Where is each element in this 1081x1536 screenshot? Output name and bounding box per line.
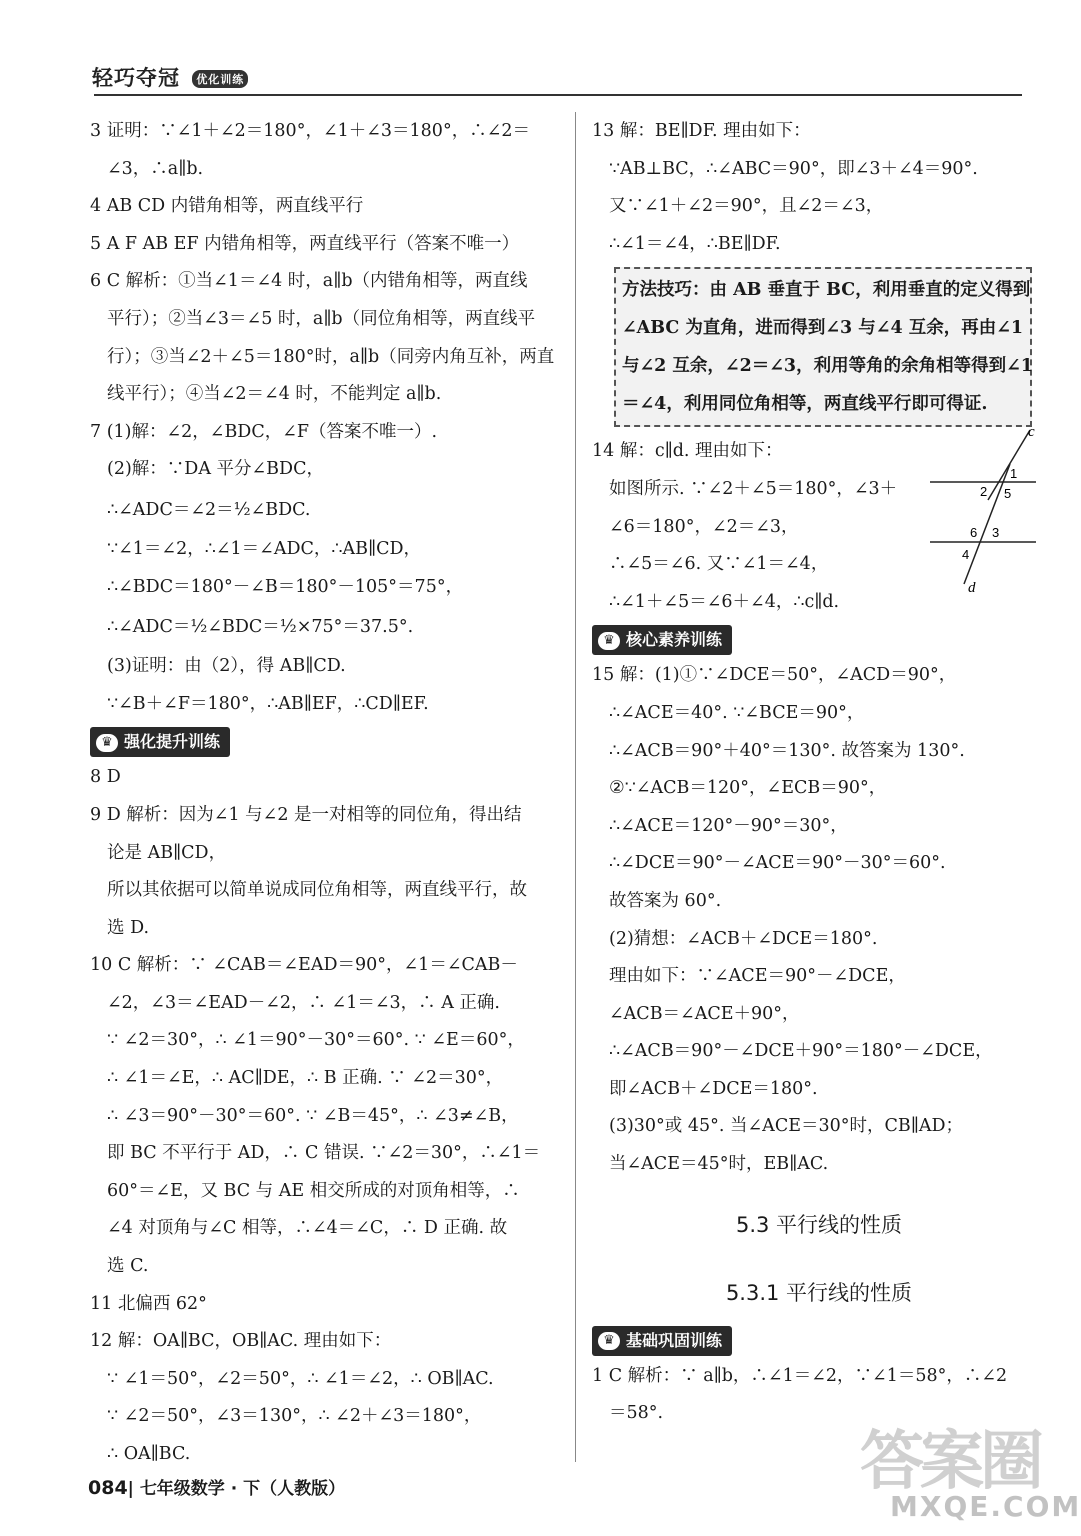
answer-line: ∠2，∠3＝∠EAD－∠2，∴ ∠1＝∠3，∴ A 正确.	[107, 992, 500, 1013]
right-column	[592, 113, 1032, 1433]
answer-line: 线平行）；④当∠2＝∠4 时，不能判定 a∥b.	[107, 384, 442, 405]
answer-line: 行）；③当∠2＋∠5＝180°时，a∥b（同旁内角互补，两直	[107, 346, 555, 367]
section-basic-header	[592, 1326, 732, 1356]
tip-line: 与∠2 互余，∠2＝∠3，利用等角的余角相等得到∠1	[622, 356, 1033, 377]
tip-line: 方法技巧：由 AB 垂直于 BC，利用垂直的定义得到	[622, 280, 1031, 301]
tip-line: ＝∠4，利用同位角相等，两直线平行即可得证.	[622, 394, 988, 415]
answer-line: ∴∠1＋∠5＝∠6＋∠4，∴c∥d.	[609, 591, 840, 612]
answer-line: 选 C.	[107, 1256, 149, 1277]
angle-label-3: 3	[992, 525, 1000, 540]
answer-line: ∴∠ACB＝90°＋40°＝130°. 故答案为 130°.	[609, 740, 965, 761]
answer-line: 10 C 解析：∵ ∠CAB＝∠EAD＝90°，∠1＝∠CAB－	[90, 955, 518, 976]
answer-line: 8 D	[90, 767, 121, 788]
page-number: 084	[88, 1477, 128, 1499]
answer-line: 1 C 解析：∵ a∥b，∴∠1＝∠2，∵∠1＝58°，∴∠2	[592, 1365, 1008, 1386]
section-title: 强化提升训练	[124, 732, 221, 752]
answer-line: ∴∠DCE＝90°－∠ACE＝90°－30°＝60°.	[609, 853, 946, 874]
answer-line: ∴∠5＝∠6. 又∵∠1＝∠4，	[609, 554, 829, 575]
answer-line: 平行）；②当∠3＝∠5 时，a∥b（同位角相等，两直线平	[107, 308, 536, 329]
parallel-lines-diagram	[928, 424, 1038, 594]
answer-line: ∴∠ACE＝40°. ∵∠BCE＝90°，	[609, 702, 865, 723]
method-tip-box	[614, 267, 1032, 427]
answer-line: 7 (1)解：∠2，∠BDC，∠F（答案不唯一）.	[90, 421, 438, 442]
section-title-5-3-1: 5.3.1 平行线的性质	[725, 1280, 913, 1305]
answer-line: ∠6＝180°，∠2＝∠3，	[609, 516, 799, 537]
angle-label-1: 1	[1010, 466, 1018, 481]
answer-line: (3)证明：由（2），得 AB∥CD.	[107, 656, 346, 677]
angle-label-2: 2	[980, 484, 988, 499]
label-d: d	[968, 580, 976, 596]
left-column	[90, 113, 560, 1474]
answer-line: ∴∠ACE＝120°－90°＝30°，	[609, 815, 848, 836]
page-footer	[88, 1474, 345, 1499]
answer-line: 6 C 解析：①当∠1＝∠4 时，a∥b（内错角相等，两直线	[90, 271, 528, 292]
answer-line: 11 北偏西 62°	[90, 1293, 207, 1314]
answer-line: 又∵∠1＋∠2＝90°，且∠2＝∠3，	[609, 196, 884, 217]
answer-line: ∴∠ACB＝90°－∠DCE＋90°＝180°－∠DCE，	[609, 1041, 993, 1062]
answer-line: ∵∠1＝∠2，∴∠1＝∠ADC，∴AB∥CD，	[107, 538, 422, 559]
answer-line: ②∵∠ACB＝120°，∠ECB＝90°，	[609, 778, 887, 799]
angle-label-5: 5	[1004, 486, 1012, 501]
answer-line: 15 解：(1)①∵∠DCE＝50°，∠ACD＝90°，	[592, 665, 957, 686]
section-core-header	[592, 625, 732, 655]
angle-label-4: 4	[962, 547, 970, 562]
answer-line: 5 A F AB EF 内错角相等，两直线平行（答案不唯一）	[90, 233, 520, 254]
answer-line: 理由如下：∵∠ACE＝90°－∠DCE，	[609, 966, 906, 987]
answer-line: (2)解：∵DA 平分∠BDC，	[107, 459, 324, 480]
answer-line: 4 AB CD 内错角相等，两直线平行	[90, 196, 364, 217]
answer-line: ∵∠B＋∠F＝180°，∴AB∥EF，∴CD∥EF.	[107, 693, 429, 714]
answer-line: ∴ ∠3＝90°－30°＝60°. ∵ ∠B＝45°，∴ ∠3≠∠B，	[107, 1105, 519, 1126]
crown-icon: ♛	[598, 632, 620, 650]
answer-line: 论是 AB∥CD，	[107, 842, 227, 863]
angle-label-6: 6	[970, 525, 978, 540]
column-divider	[575, 112, 576, 1462]
brand-logo	[92, 62, 248, 92]
crown-icon: ♛	[96, 734, 118, 752]
answer-line: ∠4 对顶角与∠C 相等，∴∠4＝∠C，∴ D 正确. 故	[107, 1218, 508, 1239]
book-title: 七年级数学 · 下（人教版）	[139, 1479, 346, 1499]
logo-text: 轻巧夺冠	[92, 66, 180, 90]
watermark-url: MXQE.COM	[890, 1490, 1081, 1523]
answer-line: 如图所示. ∵∠2＋∠5＝180°，∠3＋	[609, 478, 898, 499]
section-title: 基础巩固训练	[626, 1330, 723, 1350]
answer-line: 14 解：c∥d. 理由如下：	[592, 441, 783, 462]
answer-line: (2)猜想：∠ACB＋∠DCE＝180°.	[609, 928, 878, 949]
answer-line: ∠3，∴a∥b.	[107, 158, 204, 179]
answer-line: ∴∠1＝∠4，∴BE∥DF.	[609, 233, 781, 254]
answer-line: ∴ OA∥BC.	[107, 1444, 191, 1464]
section-title-5-3: 5.3 平行线的性质	[735, 1212, 903, 1237]
crown-icon: ♛	[598, 1332, 620, 1350]
answer-line: ∵ ∠2＝30°，∴ ∠1＝90°－30°＝60°. ∵ ∠E＝60°，	[107, 1030, 525, 1051]
footer-separator: |	[127, 1479, 140, 1499]
answer-line: 3 证明：∵∠1＋∠2＝180°，∠1＋∠3＝180°，∴∠2＝	[90, 121, 530, 141]
label-c: c	[1028, 424, 1035, 440]
answer-line: ∵ ∠2＝50°，∠3＝130°，∴ ∠2＋∠3＝180°，	[107, 1406, 482, 1427]
answer-line: 12 解：OA∥BC，OB∥AC. 理由如下：	[90, 1331, 392, 1352]
answer-line: ∠ACB＝∠ACE＋90°，	[609, 1003, 800, 1024]
section-strengthen-header	[90, 727, 230, 757]
answer-line: (3)30°或 45°. 当∠ACE＝30°时，CB∥AD；	[609, 1116, 963, 1137]
header-rule	[94, 94, 1022, 96]
section-title: 核心素养训练	[626, 630, 723, 650]
answer-line: 故答案为 60°.	[609, 890, 722, 911]
answer-line: ＝58°.	[609, 1403, 664, 1424]
answer-line: ∵AB⊥BC，∴∠ABC＝90°，即∠3＋∠4＝90°.	[609, 158, 978, 179]
answer-line: 选 D.	[107, 917, 150, 938]
answer-line: 所以其依据可以简单说成同位角相等，两直线平行，故	[107, 880, 527, 901]
answer-line: 即∠ACB＋∠DCE＝180°.	[609, 1078, 818, 1099]
answer-line: ∴∠BDC＝180°－∠B＝180°－105°＝75°，	[107, 576, 464, 597]
answer-line: ∴ ∠1＝∠E，∴ AC∥DE，∴ B 正确. ∵ ∠2＝30°，	[107, 1068, 504, 1089]
answer-line: 即 BC 不平行于 AD，∴ C 错误. ∵∠2＝30°，∴∠1＝	[107, 1143, 541, 1164]
page-header	[82, 60, 1022, 96]
logo-badge: 优化训练	[192, 70, 248, 88]
answer-line: 9 D 解析：因为∠1 与∠2 是一对相等的同位角，得出结	[90, 804, 522, 825]
answer-line: 13 解：BE∥DF. 理由如下：	[592, 121, 811, 141]
answer-line: 60°＝∠E，又 BC 与 AE 相交所成的对顶角相等，∴	[107, 1180, 520, 1201]
answer-line: ∴∠ADC＝∠2＝½∠BDC.	[107, 499, 311, 520]
answer-line: ∵ ∠1＝50°，∠2＝50°，∴ ∠1＝∠2，∴ OB∥AC.	[107, 1368, 494, 1389]
answer-line: 当∠ACE＝45°时，EB∥AC.	[609, 1154, 829, 1175]
tip-line: ∠ABC 为直角，进而得到∠3 与∠4 互余，再由∠1	[622, 318, 1024, 339]
answer-line: ∴∠ADC＝½∠BDC＝½×75°＝37.5°.	[107, 617, 414, 638]
watermark-logo: 答案圈	[860, 1425, 1040, 1499]
